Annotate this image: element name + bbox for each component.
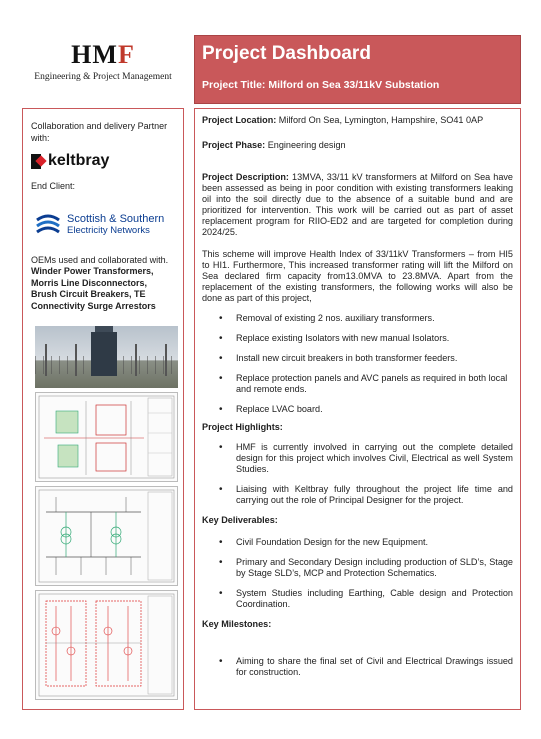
list-item: • Aiming to share the final set of Civil and Electrical Drawings issued for construction. <box>202 656 513 678</box>
page-title: Project Dashboard <box>202 43 371 64</box>
scheme-description: This scheme will improve Health Index of 33/11kV Transformers – from HI5 to HI1. Furthermore, This increased transformer rating will lift the Milford on Sea declared firm capacity from13.0MVA to 23.8MVA. Apart from the replacement of the existing transformers, the following works will also be done as part of this project, <box>202 249 513 303</box>
oem-label: OEMs used and collaborated with. <box>31 254 169 265</box>
list-item: • Replace LVAC board. <box>202 404 513 415</box>
deliverables-heading: Key Deliverables: <box>202 515 278 525</box>
list-item: • Primary and Secondary Design including production of SLD’s, Stage by Stage SLD’s, MCP and Protection Schematics. <box>202 557 513 579</box>
works-list <box>202 313 513 415</box>
keltbray-wordmark: keltbray <box>48 152 110 169</box>
partner-label: Collaboration and delivery Partner with: <box>31 121 168 143</box>
layout-drawing-thumbnail <box>35 392 178 482</box>
keltbray-logo <box>31 152 175 170</box>
list-item: • Civil Foundation Design for the new Equipment. <box>202 537 513 548</box>
list-item: • HMF is currently involved in carrying out the complete detailed design for this project which involves Civil, Electrical as well System Studies. <box>202 442 513 475</box>
project-location: Project Location: Milford On Sea, Lymington, Hampshire, SO41 0AP <box>202 115 484 125</box>
oem-names: Winder Power Transformers, Morris Line Disconnectors, Brush Circuit Breakers, TE Connectivity Surge Arrestors <box>31 266 156 311</box>
list-item: • Removal of existing 2 nos. auxiliary transformers. <box>202 313 513 324</box>
main-content-panel <box>194 108 521 710</box>
substation-photo <box>35 326 178 388</box>
sse-line1: Scottish & Southern <box>67 212 165 225</box>
list-item: • Liaising with Keltbray fully throughout the project life time and carrying out the role of Principal Designer for the project. <box>202 484 513 506</box>
list-item: • Replace protection panels and AVC panels as required in both local and remote ends. <box>202 373 513 395</box>
highlights-list <box>202 442 513 506</box>
protection-schematic-thumbnail <box>35 590 178 700</box>
header-banner <box>194 35 521 104</box>
milestones-heading: Key Milestones: <box>202 619 272 629</box>
logo-tagline: Engineering & Project Management <box>34 72 172 82</box>
milestones-list <box>202 656 513 678</box>
sse-swirl-icon <box>33 210 63 240</box>
sidebar-panel <box>22 108 184 710</box>
list-item: • Install new circuit breakers in both transformer feeders. <box>202 353 513 364</box>
project-title: Project Title: Milford on Sea 33/11kV Substation <box>202 79 440 91</box>
single-line-diagram-thumbnail <box>35 486 178 586</box>
list-item: • System Studies including Earthing, Cable design and Protection Coordination. <box>202 588 513 610</box>
highlights-heading: Project Highlights: <box>202 422 283 432</box>
client-label: End Client: <box>31 181 76 191</box>
sse-line2: Electricity Networks <box>67 224 150 236</box>
deliverables-list <box>202 537 513 610</box>
project-description: Project Description: 13MVA, 33/11 kV transformers at Milford on Sea have been assessed as being in poor condition with existing transformers leaking oil into the soil directly due to the absence of a suitable bund and are prioritized for intervention. This work will be carried out as part of asset replacement program for RIIO-ED2 and are targeted for completion during 2024/25. <box>202 172 513 237</box>
list-item: • Replace existing Isolators with new manual Isolators. <box>202 333 513 344</box>
keltbray-mark-icon <box>31 154 42 169</box>
project-phase: Project Phase: Engineering design <box>202 140 346 150</box>
logo-mark: HMF <box>71 40 135 69</box>
sse-logo <box>33 205 175 245</box>
company-logo <box>28 42 178 82</box>
